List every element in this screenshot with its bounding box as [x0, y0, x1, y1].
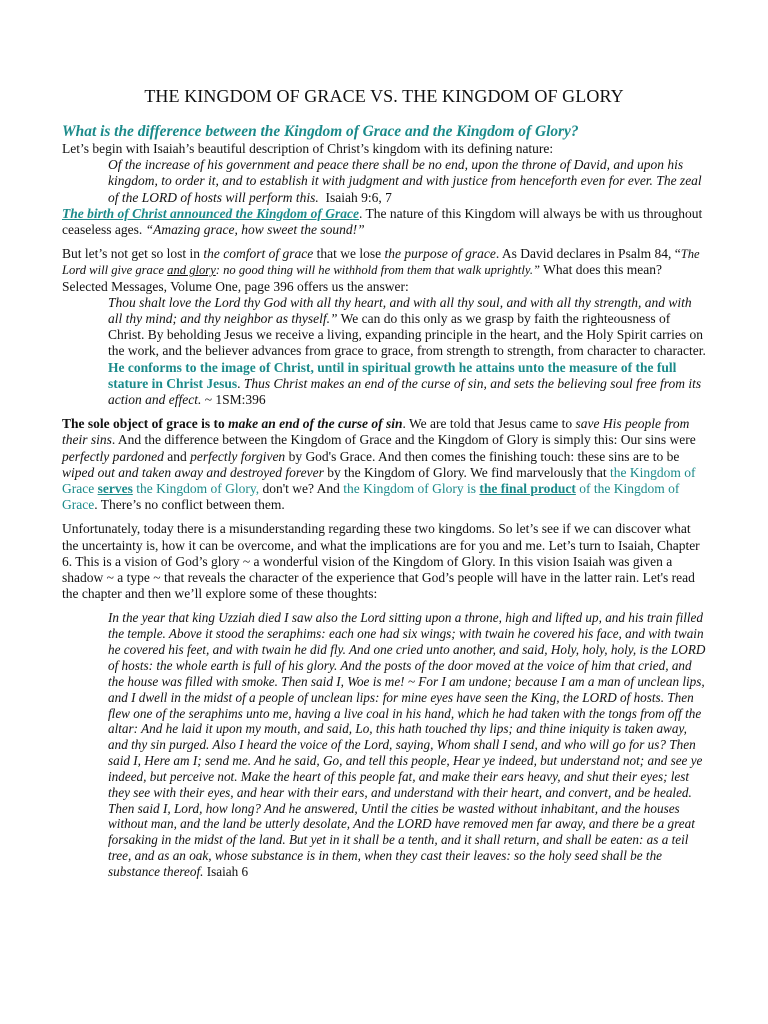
p4-o: don't we? And — [259, 481, 344, 497]
kingdom-of-grace-link[interactable]: The birth of Christ announced the Kingdom of Grace — [62, 205, 360, 221]
purpose-of-grace: the purpose of grace — [384, 246, 496, 262]
page-title: THE KINGDOM OF GRACE VS. THE KINGDOM OF GLORY — [144, 86, 624, 106]
p4-p: the Kingdom of Glory is — [343, 481, 480, 497]
q2-d: . — [237, 375, 244, 391]
amazing-grace-quote: “Amazing grace, how sweet the sound!” — [145, 222, 365, 238]
selected-messages-quote — [108, 295, 706, 408]
p4-s: . There’s no conflict between them. — [94, 497, 285, 513]
isaiah-6-quote — [108, 610, 706, 879]
p3-e: . As David declares in Psalm 84, “ — [495, 246, 681, 262]
psalm-84-quote-a: The Lord will give grace — [62, 247, 700, 278]
intro-paragraph: Let’s begin with Isaiah’s beautiful description of Christ’s kingdom with its defining nature: — [62, 141, 554, 156]
p4-g: and — [163, 448, 191, 464]
q2-highlight: He conforms to the image of Christ, until in spiritual growth he attains unto the measure of the full stature in Christ Jesus — [108, 359, 677, 391]
p4-e: . And the difference between the Kingdom of Grace and the Kingdom of Glory is simply this: Our sins were — [111, 432, 696, 448]
p4-a: The sole object of grace is to — [62, 416, 229, 432]
kingdom-of-grace-paragraph — [62, 206, 706, 238]
isaiah-9-quote — [108, 157, 706, 206]
q2-e: Thus Christ makes an end of the curse of sin, and sets the believing soul free from its action and effect. — [108, 375, 702, 408]
p4-final-product: the final product — [479, 481, 576, 497]
psalm-84-quote-b: : no good thing will he withhold from them that walk uprightly.” — [215, 263, 540, 278]
p4-l: the Kingdom of Grace — [62, 464, 696, 497]
p3-i: What does this mean? Selected Messages, Volume One, page 396 offers us the answer: — [62, 262, 662, 294]
p4-i: by God's Grace. And then comes the finishing touch: these sins are to be — [285, 448, 680, 464]
p4-b: make an end of the curse of sin — [228, 416, 403, 432]
misunderstanding-paragraph: Unfortunately, today there is a misunderstanding regarding these two kingdoms. So let’s see if we can discover what the uncertainty is, how it can be overcome, and what the implications are for you and me. Let’s turn to Isaiah, Chapter 6. This is a vision of God’s glory ~ a wonderful vision of the Kingdom of Glory. In this vision Isaiah was given a shadow ~ a type ~ that reveals the character of the experience that God’s people will have in the latter rain. Let's read the chapter and then we’ll explore some of these thoughts: — [62, 521, 700, 602]
comfort-of-grace: the comfort of grace — [203, 246, 314, 262]
q2-a: Thou shalt love the Lord thy God with all thy heart, and with all thy soul, and with all thy strength, and with all thy mind; and thy neighbor as thyself.” — [108, 294, 692, 327]
p4-f: perfectly pardoned — [62, 448, 164, 464]
p4-j: wiped out and taken away and destroyed forever — [62, 464, 324, 480]
p4-c: . We are told that Jesus came to — [402, 416, 576, 432]
p4-k: by the Kingdom of Glory. We find marvelously that — [323, 464, 610, 480]
q2-reference: ~ 1SM:396 — [201, 392, 266, 408]
psalm-84-and-glory: and glory — [167, 263, 216, 278]
isaiah-9-reference: Isaiah 9:6, 7 — [325, 189, 392, 205]
p4-h: perfectly forgiven — [190, 448, 286, 464]
p4-r: of the Kingdom of Grace — [62, 481, 680, 513]
isaiah-6-quote-text: In the year that king Uzziah died I saw also the Lord sitting upon a throne, high and lifted up, and his train filled the temple. Above it stood the seraphims: each one had six wings; with twain he covered his face, and with twain he covered his feet, and with twain he did fly. And one cried unto another, and said, Holy, holy, holy, is the LORD of hosts: the whole earth is full of his glory. And the posts of the door moved at the voice of him that cried, and the house was filled with smoke. Then said I, Woe is me! ~ For I am undone; because I am a man of unclean lips, and I dwell in the midst of a people of unclean lips: for mine eyes have seen the King, the LORD of hosts. Then flew one of the seraphims unto me, having a live coal in his hand, which he had taken with the tongs from off the altar: And he laid it upon my mouth, and said, Lo, this hath touched thy lips; and thine iniquity is taken away, and thy sin purged. Also I heard the voice of the Lord, saying, Whom shall I send, and who will go for us? Then said I, Here am I; send me. And he said, Go, and tell this people, Hear ye indeed, but understand not; and see ye indeed, but perceive not. Make the heart of this people fat, and make their ears heavy, and shut their eyes; lest they see with their eyes, and hear with their ears, and understand with their heart, and convert, and be healed. Then said I, Lord, how long? And he answered, Until the cities be wasted without inhabitant, and the houses without man, and the land be utterly desolate, And the LORD have removed men far away, and there be a great forsaking in the midst of the land. But yet in it shall be a tenth, and it shall return, and shall be eaten: as a teil tree, and as an oak, whose substance is in them, when they cast their leaves: so the holy seed shall be the substance thereof. — [108, 610, 706, 879]
isaiah-6-reference: Isaiah 6 — [203, 863, 249, 879]
p3-a: But let’s not get so lost in — [62, 246, 204, 262]
q2-b: We can do this only as we grasp by faith the righteousness of Christ. By beholding Jesus we receive a living, expanding principle in the heart, and the Holy Spirit carries on the work, and the believer advances from grace to grace, from strength to strength, from character to character. — [108, 311, 706, 359]
section-question: What is the difference between the Kingdom of Grace and the Kingdom of Glory? — [62, 123, 579, 140]
sole-object-paragraph — [62, 416, 706, 513]
p3-c: that we lose — [313, 246, 385, 262]
isaiah-9-quote-text: Of the increase of his government and peace there shall be no end, upon the throne of David, and upon his kingdom, to order it, and to establish it with judgment and with justice from henceforth even for ever. The zeal of the LORD of hosts will perform this. — [108, 157, 702, 205]
p4-n: the Kingdom of Glory, — [132, 481, 260, 497]
purpose-of-grace-paragraph — [62, 246, 706, 295]
kingdom-of-grace-text: . The nature of this Kingdom will always be with us throughout ceaseless ages. — [62, 205, 703, 238]
p4-d: save His people from their sins — [62, 416, 690, 448]
p4-serves: serves — [97, 481, 133, 497]
